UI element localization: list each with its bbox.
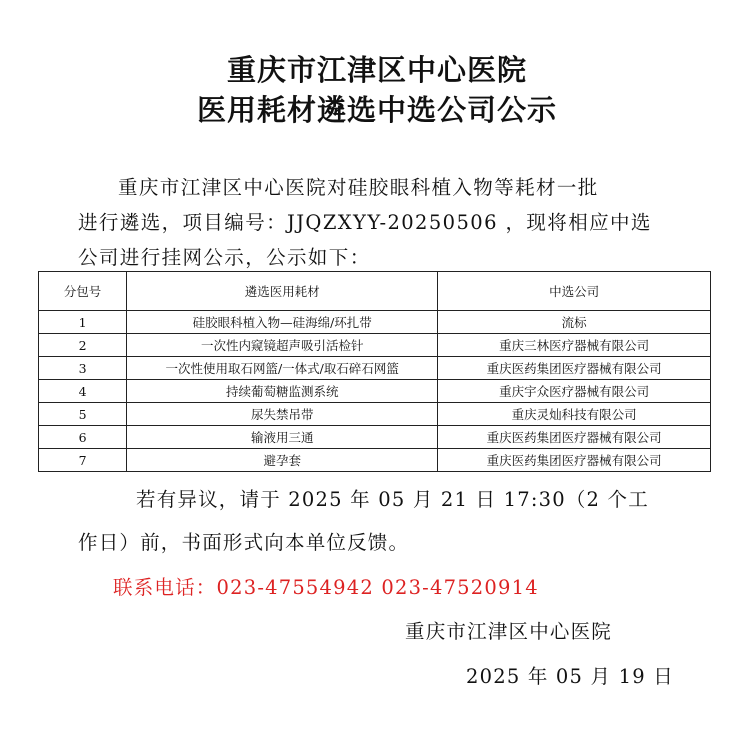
table-row xyxy=(39,449,711,472)
header-package-no: 分包号 xyxy=(39,272,127,311)
selection-table xyxy=(38,271,711,472)
objection-line-2: 作日）前，书面形式向本单位反馈。 xyxy=(78,531,410,554)
title-line-2: 医用耗材遴选中选公司公示 xyxy=(196,93,557,127)
cell-package-no: 2 xyxy=(39,334,127,357)
cell-package-no: 1 xyxy=(39,311,127,334)
cell-package-no: 4 xyxy=(39,380,127,403)
table-row xyxy=(39,357,711,380)
intro-line-1: 重庆市江津区中心医院对硅胶眼科植入物等耗材一批 xyxy=(118,176,599,199)
table-row xyxy=(39,380,711,403)
title-line-1: 重庆市江津区中心医院 xyxy=(226,53,527,87)
cell-company: 重庆医药集团医疗器械有限公司 xyxy=(438,449,711,472)
table-row xyxy=(39,311,711,334)
cell-company: 重庆宇众医疗器械有限公司 xyxy=(438,380,711,403)
cell-company: 流标 xyxy=(438,311,711,334)
cell-consumable: 一次性内窥镜超声吸引活检针 xyxy=(127,334,438,357)
cell-company: 重庆医药集团医疗器械有限公司 xyxy=(438,357,711,380)
cell-package-no: 3 xyxy=(39,357,127,380)
objection-line-1: 若有异议，请于 2025 年 05 月 21 日 17:30（2 个工 xyxy=(136,488,649,511)
cell-consumable: 输液用三通 xyxy=(127,426,438,449)
cell-consumable: 尿失禁吊带 xyxy=(127,403,438,426)
table-row xyxy=(39,426,711,449)
header-company: 中选公司 xyxy=(438,272,711,311)
cell-consumable: 避孕套 xyxy=(127,449,438,472)
header-consumable: 遴选医用耗材 xyxy=(127,272,438,311)
table-header-row xyxy=(39,272,711,311)
cell-package-no: 6 xyxy=(39,426,127,449)
intro-line-3: 公司进行挂网公示，公示如下： xyxy=(78,246,371,269)
cell-consumable: 一次性使用取石网篮/一体式/取石碎石网篮 xyxy=(127,357,438,380)
cell-package-no: 7 xyxy=(39,449,127,472)
table-row xyxy=(39,334,711,357)
intro-line-2: 进行遴选，项目编号：JJQZXYY-20250506 ，现将相应中选 xyxy=(78,211,652,234)
signature-date: 2025 年 05 月 19 日 xyxy=(466,665,674,688)
cell-company: 重庆灵灿科技有限公司 xyxy=(438,403,711,426)
signature-org: 重庆市江津区中心医院 xyxy=(405,620,613,643)
cell-consumable: 硅胶眼科植入物—硅海绵/环扎带 xyxy=(127,311,438,334)
cell-package-no: 5 xyxy=(39,403,127,426)
intro-paragraph xyxy=(78,170,678,275)
table-row xyxy=(39,403,711,426)
cell-company: 重庆医药集团医疗器械有限公司 xyxy=(438,426,711,449)
cell-consumable: 持续葡萄糖监测系统 xyxy=(127,380,438,403)
contact-phone: 联系电话：023-47554942 023-47520914 xyxy=(113,576,539,599)
cell-company: 重庆三林医疗器械有限公司 xyxy=(438,334,711,357)
